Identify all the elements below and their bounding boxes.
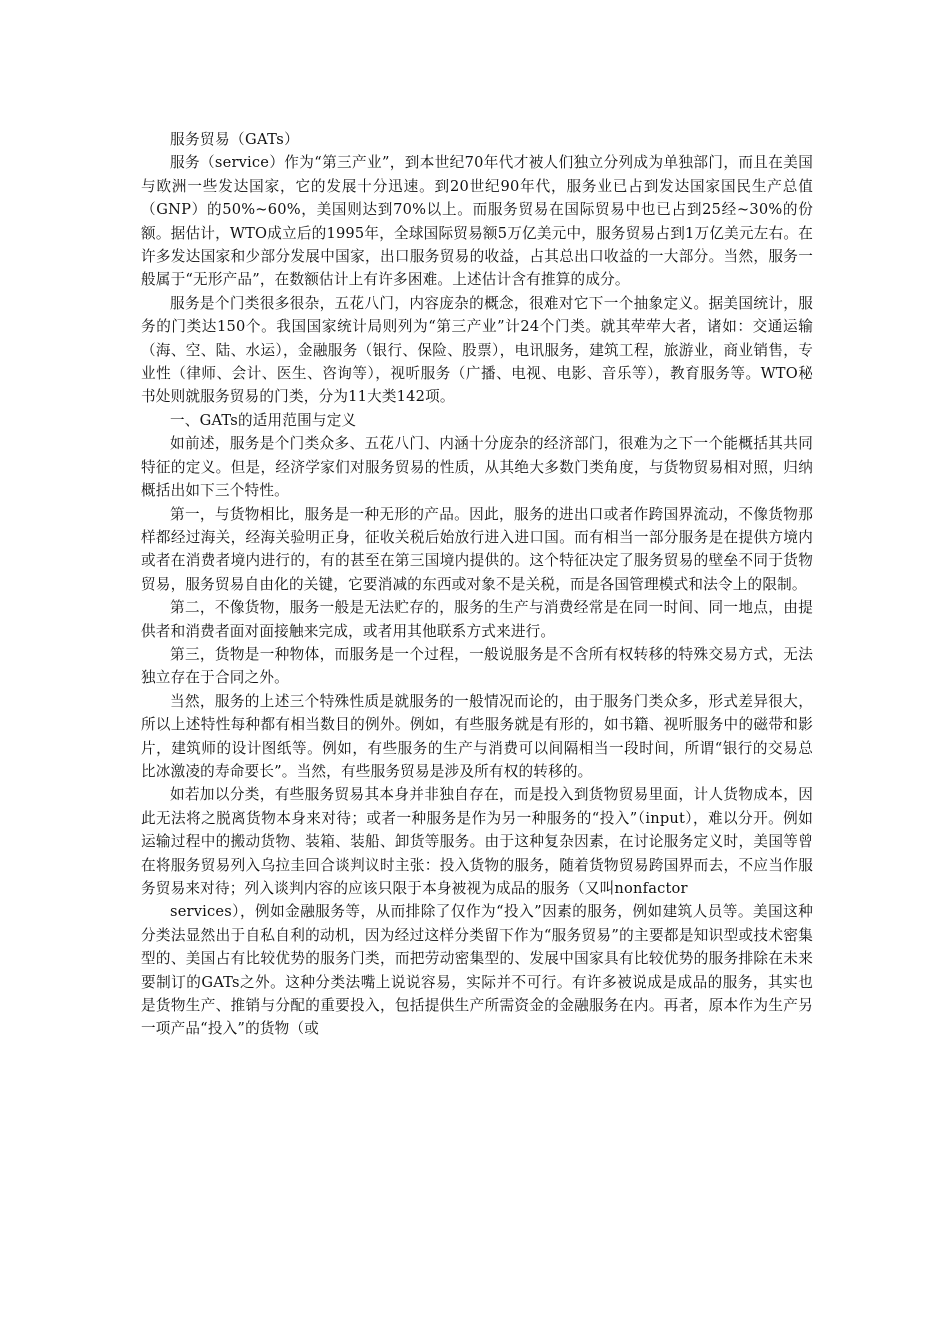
section-heading-scope: 一、GATs的适用范围与定义 (170, 411, 357, 429)
paragraph-classification: 如若加以分类，有些服务贸易其本身并非独自存在，而是投入到货物贸易里面，计人货物成本，因此无法将之脱离货物本身来对待；或者一种服务是作为另一种服务的“投入”（input），难以分开。例如运输过程中的搬动货物、装箱、装船、卸货等服务。由于这种复杂因素，在讨论服务定义时，美国等曾在将服务贸易列入乌拉圭回合谈判议时主张：投入货物的服务，随着货物贸易跨国界而去，不应当作服务贸易来对待；列入谈判内容的应该只限于本身被视为成品的服务（又叫nonfactor (141, 786, 813, 897)
document-page (141, 128, 813, 1041)
paragraph-first-feature: 第一，与货物相比，服务是一种无形的产品。因此，服务的进出口或者作跨国界流动，不像货物那样都经过海关，经海关验明正身，征收关税后始放行进入进口国。而有相当一部分服务是在提供方境内或者在消费者境内进行的，有的甚至在第三国境内提供的。这个特征决定了服务贸易的壁垒不同于货物贸易，服务贸易自由化的关键，它要消减的东西或对象不是关税，而是各国管理模式和法令上的限制。 (141, 505, 813, 593)
paragraph-second-feature: 第二，不像货物，服务一般是无法贮存的，服务的生产与消费经常是在同一时间、同一地点，由提供者和消费者面对面接触来完成，或者用其他联系方式来进行。 (141, 599, 813, 640)
paragraph-us-classification: services），例如金融服务等，从而排除了仅作为“投入”因素的服务，例如建筑人员等。美国这种分类法显然出于自私自利的动机，因为经过这样分类留下作为“服务贸易”的主要都是知识型或技术密集型的、美国占有比较优势的服务门类，而把劳动密集型的、发展中国家具有比较优势的服务排除在未来要制订的GATs之外。这种分类法嘴上说说容易，实际并不可行。有许多被说成是成品的服务，其实也是货物生产、推销与分配的重要投入，包括提供生产所需资金的金融服务在内。再者，原本作为生产另一项产品“投入”的货物（或 (141, 903, 813, 1038)
paragraph-characteristics: 如前述，服务是个门类众多、五花八门、内涵十分庞杂的经济部门，很难为之下一个能概括其共同特征的定义。但是，经济学家们对服务贸易的性质，从其绝大多数门类角度，与货物贸易相对照，归纳概括出如下三个特性。 (141, 435, 813, 500)
paragraph-exceptions: 当然，服务的上述三个特殊性质是就服务的一般情况而论的，由于服务门类众多，形式差异很大，所以上述特性每种都有相当数目的例外。例如，有些服务就是有形的，如书籍、视听服务中的磁带和影片，建筑师的设计图纸等。例如，有些服务的生产与消费可以间隔相当一段时间，所谓“银行的交易总比冰激凌的寿命要长”。当然，有些服务贸易是涉及所有权的转移的。 (141, 692, 813, 780)
paragraph-intro: 服务（service）作为“第三产业”，到本世纪70年代才被人们独立分列成为单独部门，而且在美国与欧洲一些发达国家，它的发展十分迅速。到20世纪90年代，服务业已占到发达国家国民生产总值（GNP）的50%~60%，美国则达到70%以上。而服务贸易在国际贸易中也已占到25经~30%的份额。据估计，WTO成立后的1995年，全球国际贸易额5万亿美元中，服务贸易占到1万亿美元左右。在许多发达国家和少部分发展中国家，出口服务贸易的收益，占其总出口收益的一大部分。当然，服务一般属于“无形产品”，在数额估计上有许多困难。上述估计含有推算的成分。 (141, 154, 813, 289)
paragraph-categories: 服务是个门类很多很杂，五花八门，内容庞杂的概念，很难对它下一个抽象定义。据美国统计，服务的门类达150个。我国国家统计局则列为“第三产业”计24个门类。就其荦荦大者，诸如：交通运输（海、空、陆、水运），金融服务（银行、保险、股票），电讯服务，建筑工程，旅游业，商业销售，专业性（律师、会计、医生、咨询等），视听服务（广播、电视、电影、音乐等），教育服务等。WTO秘书处则就服务贸易的门类，分为11大类142项。 (141, 294, 814, 406)
section-title: 服务贸易（GATs） (170, 131, 300, 148)
paragraph-third-feature: 第三，货物是一种物体，而服务是一个过程，一般说服务是不含所有权转移的特殊交易方式，无法独立存在于合同之外。 (141, 645, 813, 687)
